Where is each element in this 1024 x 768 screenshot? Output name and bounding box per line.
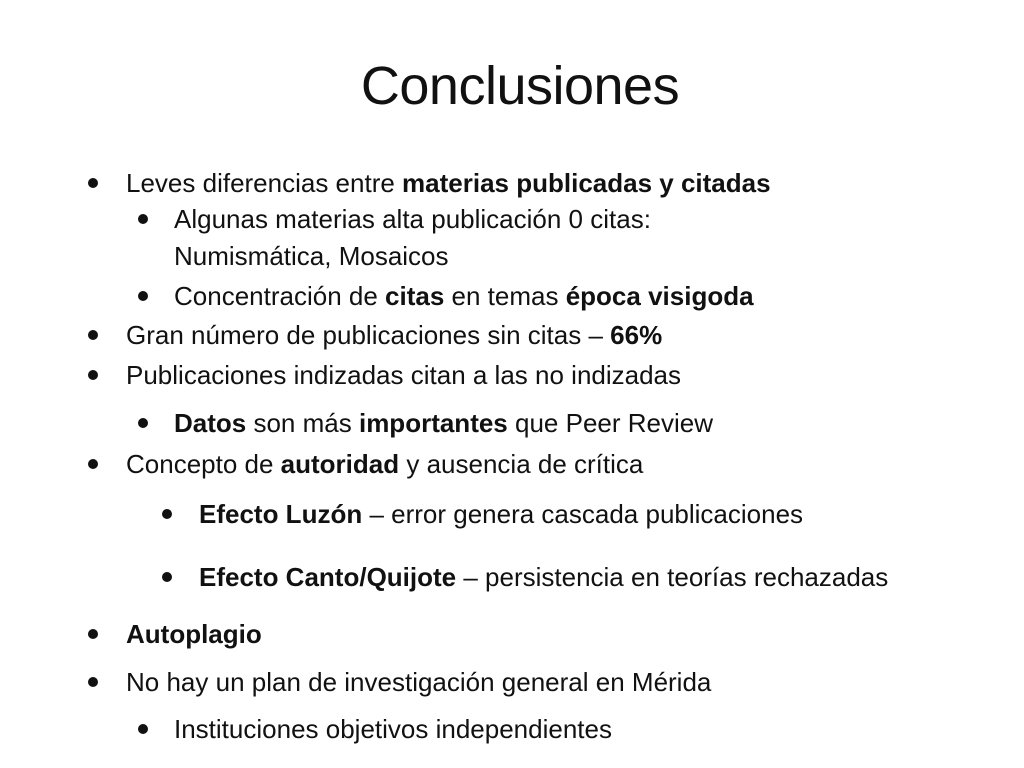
- bullet-text: Autoplagio: [126, 619, 262, 649]
- bullet-icon: [88, 370, 98, 380]
- bullet-icon: [88, 459, 98, 469]
- bullet-icon: [88, 677, 98, 687]
- bullet-icon: [138, 418, 148, 428]
- bullet-icon: [88, 178, 98, 188]
- bullet-text: Efecto Luzón – error genera cascada publicaciones: [199, 499, 804, 529]
- bullet-icon: [138, 214, 148, 224]
- bullet-icon: [162, 509, 172, 519]
- bullet-text: Gran número de publicaciones sin citas – 66%: [126, 320, 663, 350]
- bullet-text: Efecto Canto/Quijote – persistencia en teorías rechazadas: [199, 562, 889, 592]
- bullet-text: Datos son más importantes que Peer Review: [174, 408, 714, 438]
- bullet-icon: [88, 629, 98, 639]
- bullet-text: Algunas materias alta publicación 0 citas:: [174, 204, 651, 234]
- bullet-icon: [88, 330, 98, 340]
- bullet-icon: [162, 572, 172, 582]
- page-title: Conclusiones: [360, 56, 680, 116]
- bullet-text: Publicaciones indizadas citan a las no indizadas: [126, 360, 682, 390]
- bullet-text: Concentración de citas en temas época visigoda: [174, 281, 754, 311]
- bullet-text: Instituciones objetivos independientes: [174, 714, 612, 744]
- bullet-text: No hay un plan de investigación general en Mérida: [126, 667, 712, 697]
- bullet-icon: [138, 291, 148, 301]
- bullet-text: Concepto de autoridad y ausencia de crítica: [126, 449, 644, 479]
- bullet-icon: [138, 724, 148, 734]
- bullet-text-continuation: Numismática, Mosaicos: [174, 241, 449, 271]
- bullet-text: Leves diferencias entre materias publicadas y citadas: [126, 168, 771, 198]
